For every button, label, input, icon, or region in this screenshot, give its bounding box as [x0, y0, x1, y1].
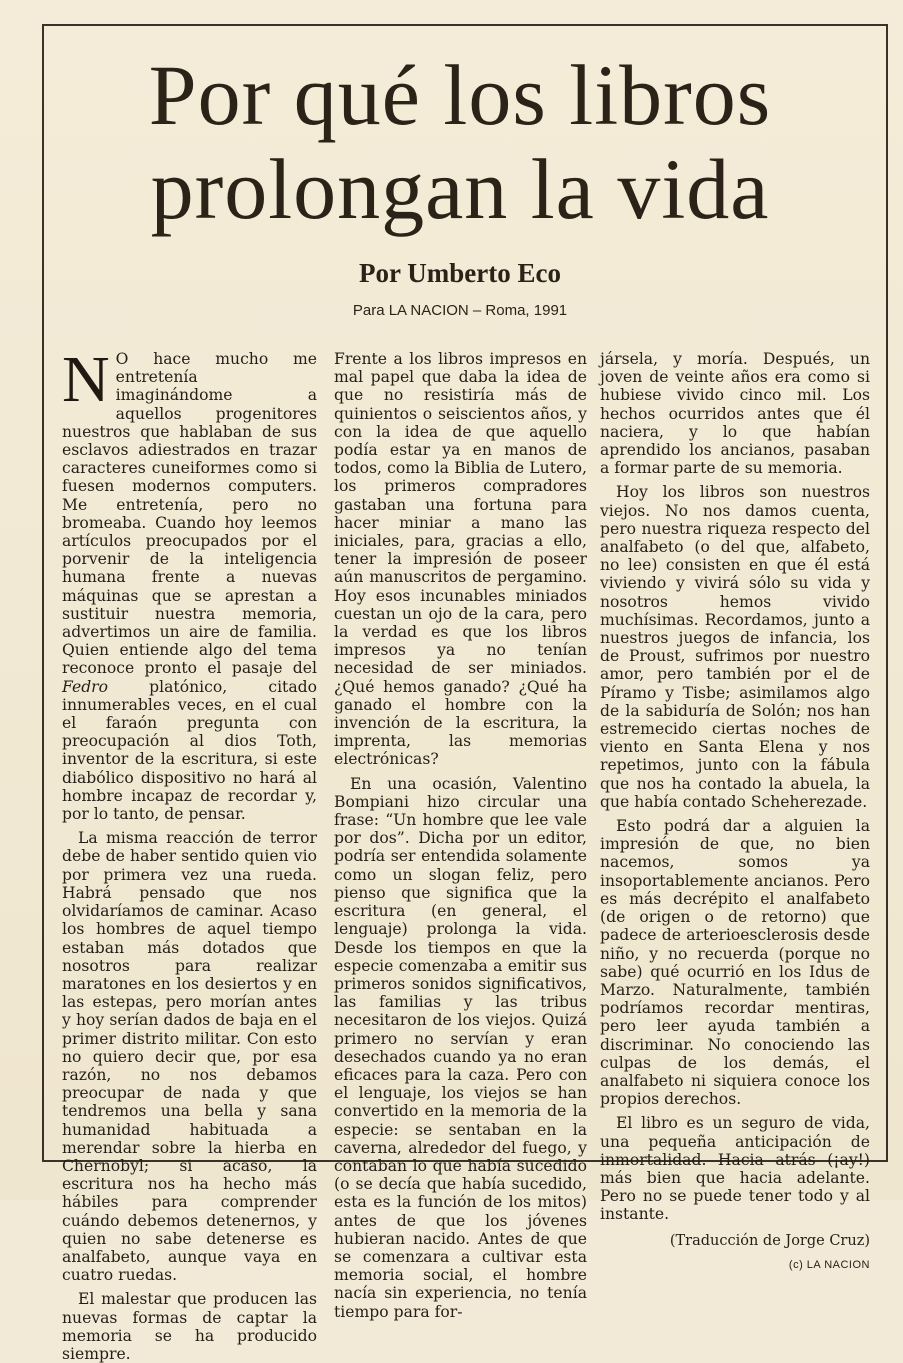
paragraph: Frente a los libros impresos en mal papel que daba la idea de que no resistiría más de quinientos o seiscientos años, y con la idea de que aquello podía estar ya en manos de todos, como la Biblia de Lutero, los primeros compradores gastaban una fortuna para hacer miniar a mano las iniciales, para, gracias a ello, tener la impresión de poseer aún manuscritos de pergamino. Hoy esos incunables miniados cuestan un ojo de la cara, pero la verdad es que los libros impresos ya no tenían necesidad de ser miniados. ¿Qué hemos ganado? ¿Qué ha ganado el hombre con la invención de la escritura, la imprenta, las memorias electrónicas? — [334, 350, 587, 769]
paragraph-text: platónico, citado innumerables veces, en el cual el faraón pregunta con preocupación al dios Toth, inventor de la escritura, si este diabólico dispositivo no hará al hombre incapaz de recordar y, por lo tanto, de pensar. — [62, 677, 317, 824]
paragraph: jársela, y moría. Después, un joven de veinte años era como si hubiese vivido cinco mil. Los hechos ocurridos antes que él naciera, y lo que habían aprendido los ancianos, pasaban a formar parte de su memoria. — [600, 350, 870, 478]
copyright-notice: (c) LA NACION — [788, 1258, 870, 1271]
paragraph: La misma reacción de terror debe de haber sentido quien vio por primera vez una rueda. Habrá pensado que nos olvidaríamos de caminar. Acaso los hombres de aquel tiempo estaban más dotados que nosotros para realizar maratones en los desiertos y en las estepas, pero morían antes y hoy serían dados de baja en el primer distrito militar. Con esto no quiero decir que, por esa razón, no nos debamos preocupar de nada y que tendremos una bella y sana humanidad habituada a merendar sobre la hierba en Chernobyl; si acaso, la escritura nos ha hecho más hábiles para comprender cuándo debemos detenernos, y quien no sabe detenerse es analfabeto, aunque vaya en cuatro ruedas. — [62, 829, 317, 1285]
translation-credit: (Traducción de Jorge Cruz) — [669, 1232, 870, 1249]
paragraph: En una ocasión, Valentino Bompiani hizo circular una frase: “Un hombre que lee vale por dos”. Dicha por un editor, podría ser entendida solamente como un slogan feliz, pero pienso que significa que la escritura (en general, el lenguaje) prolonga la vida. Desde los tiempos en que la especie comenzaba a emitir sus primeros sonidos significativos, las familias y las tribus necesitaron de los viejos. Quizá primero no servían y eran desechados cuando ya no eran eficaces para la caza. Pero con el lenguaje, los viejos se han convertido en la memoria de la especie: se sentaban en la caverna, alrededor del fuego, y contaban lo que había sucedido (o se decía que había sucedido, esta es la función de los mitos) antes de que los jóvenes hubieran nacido. Antes de que se comenzara a cultivar esta memoria social, el hombre nacía sin experiencia, no tenía tiempo para for- — [334, 774, 587, 1321]
paragraph — [62, 343, 317, 824]
dateline: Para LA NACION – Roma, 1991 — [352, 302, 568, 319]
article-title — [60, 48, 860, 236]
title-line-2: prolongan la vida — [150, 141, 770, 237]
column-1 — [62, 343, 317, 1363]
title-line-1: Por qué los libros — [148, 47, 772, 143]
column-3 — [600, 350, 870, 1271]
paragraph: El libro es un seguro de vida, una pequeña anticipación de inmortalidad. Hacia atrás (¡ay!) más bien que hacia adelante. Pero no se puede tener todo y al instante. — [600, 1114, 870, 1224]
paragraph: Esto podrá dar a alguien la impresión de que, no bien nacemos, somos ya insoportablemente ancianos. Pero es más decrépito el analfabeto (de origen o de retorno) que padece de arterioesclerosis desde niño, y no recuerda (porque no sabe) qué ocurrió en los Idus de Marzo. Naturalmente, también podríamos recordar mentiras, pero leer ayuda también a discriminar. No conociendo las culpas de los demás, el analfabeto ni siquiera conoce los propios derechos. — [600, 817, 870, 1109]
paragraph: El malestar que producen las nuevas formas de captar la memoria se ha producido siempre. — [62, 1290, 317, 1363]
byline: Por Umberto Eco — [359, 258, 561, 288]
paragraph-text: O hace mucho me entretenía imaginándome a aquellos progenitores nuestros que hablaban de sus esclavos adiestrados en trazar caracteres cuneiformes como si fuesen modernos computers. Me entretenía, pero no bromeaba. Cuando hoy leemos artículos preocupados por el porvenir de la inteligencia humana frente a nuevas máquinas que se aprestan a sustituir nuestra memoria, advertimos un aire de familia. Quien entiende algo del tema reconoce pronto el pasaje del — [62, 350, 317, 678]
drop-cap: N — [62, 343, 110, 416]
column-2 — [334, 350, 587, 1321]
emphasis-fedro: Fedro — [62, 677, 109, 696]
paragraph: Hoy los libros son nuestros viejos. No nos damos cuenta, pero nuestra riqueza respecto del analfabeto (o del que, alfabeto, no lee) consisten en que él está viviendo y vivirá sólo su vida y nosotros hemos vivido muchísimas. Recordamos, junto a nuestros juegos de infancia, los de Proust, sufrimos por nuestro amor, pero también por el de Píramo y Tisbe; asimilamos algo de la sabiduría de Solón; nos han estremecido ciertas noches de viento en Santa Elena y nos repetimos, junto con la fábula que nos ha contado la abuela, la que había contado Scheherezade. — [600, 483, 870, 811]
